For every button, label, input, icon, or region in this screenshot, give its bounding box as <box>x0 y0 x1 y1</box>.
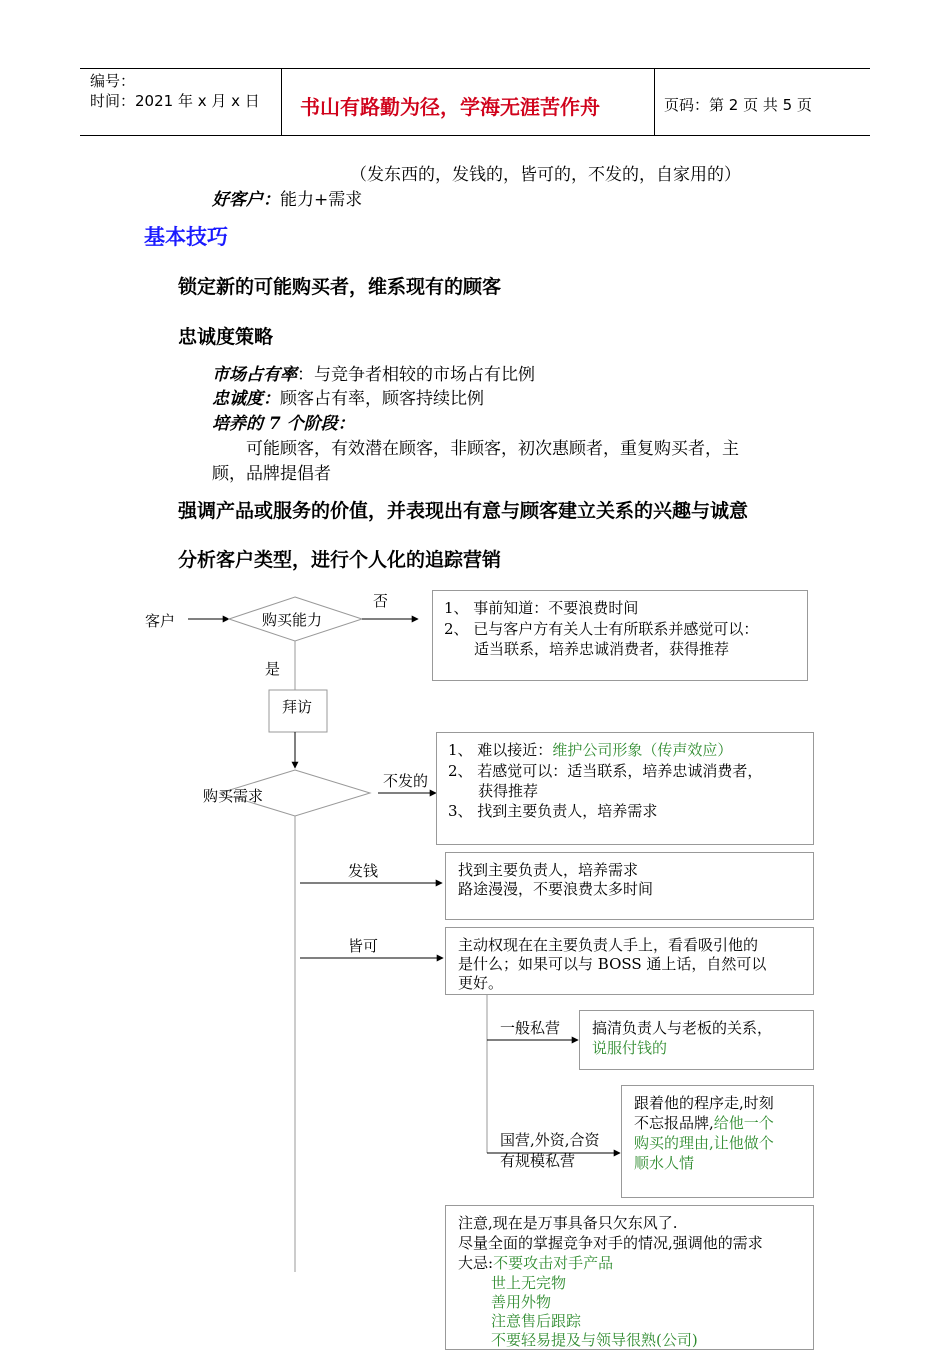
box1-line2: 2、 已与客户方有关人士有所联系并感觉可以： <box>444 620 759 638</box>
box7-line4: 世上无完物 <box>491 1274 567 1292</box>
box7-line2: 尽量全面的掌握竞争对手的情况,强调他的需求 <box>458 1234 763 1252</box>
paren-note: （发东西的，发钱的，皆可的，不发的，自家用的） <box>350 165 741 185</box>
box2-line1 <box>448 740 732 760</box>
box-not-able <box>432 590 808 681</box>
stages-line2: 顾，品牌提倡者 <box>212 464 331 484</box>
box6-line1: 跟着他的程序走,时刻 <box>634 1094 774 1112</box>
box2-line4: 3、 找到主要负责人，培养需求 <box>448 802 658 820</box>
box2-line1a: 1、 难以接近： <box>448 741 553 759</box>
loyalty-value: 顾客占有率，顾客持续比例 <box>280 389 484 409</box>
box4-line2: 是什么；如果可以与 BOSS 通上话，自然可以 <box>458 955 767 973</box>
market-share-value: ：与竞争者相较的市场占有比例 <box>297 365 535 385</box>
good-customer-label: 好客户： <box>212 190 280 210</box>
box7-line1: 注意,现在是万事具备只欠东风了. <box>458 1214 678 1232</box>
box2-line3: 获得推荐 <box>478 782 539 800</box>
market-share-label: 市场占有率 <box>212 365 297 385</box>
box7-line3 <box>458 1253 613 1273</box>
heading-value-emphasis: 强调产品或服务的价值，并表现出有意与顾客建立关系的兴趣与诚意 <box>178 500 749 522</box>
box2-line2: 2、 若感觉可以：适当联系，培养忠诚消费者， <box>448 762 763 780</box>
box-state <box>621 1085 814 1198</box>
flow-state: 国营,外资,合资 <box>500 1131 600 1149</box>
flow-private: 一般私营 <box>500 1019 561 1037</box>
doc-time-label: 时间：2021 年 x 月 x 日 <box>90 92 260 110</box>
box4-line1: 主动权现在在主要负责人手上，看看吸引他的 <box>458 936 759 954</box>
section-title: 基本技巧 <box>144 225 228 249</box>
box5-line2: 说服付钱的 <box>592 1039 668 1057</box>
box7-line5: 善用外物 <box>491 1293 552 1311</box>
flow-not-issue: 不发的 <box>383 772 429 790</box>
box-not-issue <box>436 732 814 845</box>
stages-label: 培养的 7 个阶段： <box>212 414 355 434</box>
box6-line2b: 给他一个 <box>713 1114 774 1132</box>
box7-line6: 注意售后跟踪 <box>491 1312 582 1330</box>
box1-line1: 1、 事前知道：不要浪费时间 <box>444 599 639 617</box>
flow-either: 皆可 <box>348 937 379 955</box>
flow-yes: 是 <box>265 660 281 678</box>
box7-line3a: 大忌: <box>458 1254 494 1272</box>
flow-no: 否 <box>373 592 389 610</box>
box3-line1: 找到主要负责人，培养需求 <box>458 861 639 879</box>
good-customer-value: 能力+需求 <box>280 190 363 210</box>
loyalty-label: 忠诚度： <box>212 389 280 409</box>
box-private <box>579 1010 814 1070</box>
page-info: 页码：第 2 页 共 5 页 <box>664 96 812 114</box>
box4-line3: 更好。 <box>458 974 504 992</box>
doc-number-label: 编号： <box>90 72 136 90</box>
heading-loyalty-strategy: 忠诚度策略 <box>178 326 274 348</box>
box6-line2a: 不忘报品牌, <box>634 1114 714 1132</box>
box1-line3: 适当联系，培养忠诚消费者，获得推荐 <box>474 640 730 658</box>
header-motto: 书山有路勤为径，学海无涯苦作舟 <box>300 95 600 119</box>
box7-line7: 不要轻易提及与领导很熟(公司) <box>491 1331 698 1349</box>
flow-ability: 购买能力 <box>262 611 323 629</box>
flow-customer: 客户 <box>145 612 176 630</box>
box6-line2 <box>634 1113 774 1133</box>
box5-line1: 搞清负责人与老板的关系， <box>592 1019 773 1037</box>
box-final-notes <box>445 1205 814 1350</box>
stages-line1: 可能顾客，有效潜在顾客，非顾客，初次惠顾者，重复购买者，主 <box>246 439 739 459</box>
box2-line1b: 维护公司形象（传声效应） <box>552 741 733 759</box>
flow-need: 购买需求 <box>203 787 264 805</box>
flow-issue-money: 发钱 <box>348 862 379 880</box>
box6-line4: 顺水人情 <box>634 1154 695 1172</box>
flow-visit: 拜访 <box>282 698 313 716</box>
flow-state2: 有规模私营 <box>500 1152 576 1170</box>
box3-line2: 路途漫漫，不要浪费太多时间 <box>458 880 654 898</box>
heading-new-buyers: 锁定新的可能购买者，维系现有的顾客 <box>178 276 502 298</box>
heading-customer-types: 分析客户类型，进行个人化的追踪营销 <box>178 549 502 571</box>
box-either <box>445 927 814 995</box>
box7-line3b: 不要攻击对手产品 <box>493 1254 614 1272</box>
box6-line3: 购买的理由,让他做个 <box>634 1134 774 1152</box>
box-issue-money <box>445 852 814 920</box>
